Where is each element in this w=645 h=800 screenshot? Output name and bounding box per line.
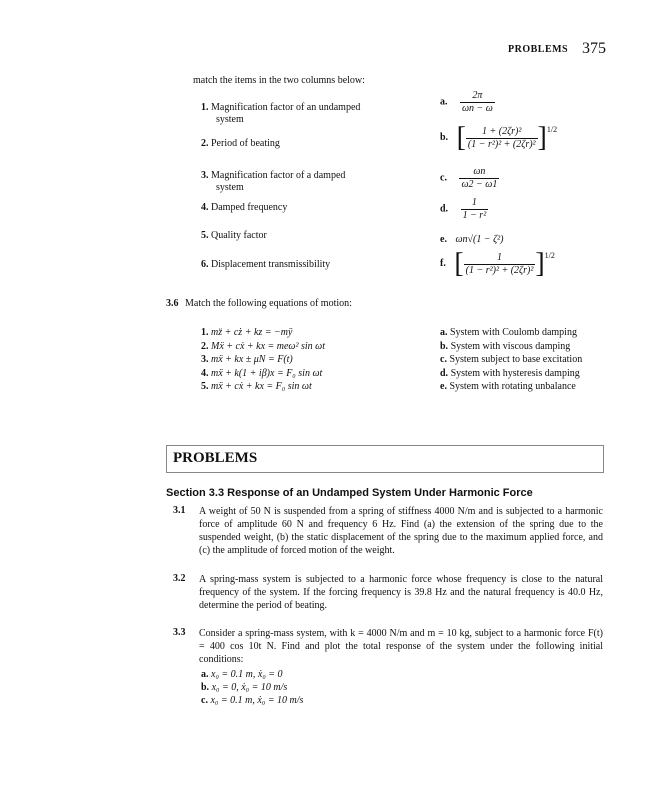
left-item-text: Quality factor bbox=[211, 230, 267, 241]
running-header-title: PROBLEMS bbox=[508, 44, 569, 55]
page-number: 375 bbox=[582, 40, 606, 57]
left-item-text: Damped frequency bbox=[211, 202, 288, 213]
problem-3-2 bbox=[166, 573, 603, 612]
formula-numerator: 1 + (2ζr)² bbox=[466, 126, 538, 139]
formula-c bbox=[459, 166, 499, 191]
formula-denominator: (1 − r²)² + (2ζr)² bbox=[467, 138, 536, 150]
formula-numerator: 1 bbox=[464, 252, 536, 265]
problem-text: Consider a spring-mass system, with k = 4000 N/m and m = 10 kg, subject to a harmonic force F(t) = 400 cos 10t N. Find and plot the total response of the system under the following initial conditions: bbox=[199, 628, 603, 665]
right-item-b bbox=[440, 124, 557, 152]
equation-text: mẍ + cẋ + kx = F₀ sin ωt bbox=[211, 381, 312, 392]
system-list bbox=[440, 326, 582, 394]
condition-label: b. bbox=[201, 682, 210, 693]
system-e bbox=[440, 380, 582, 394]
right-bracket: ] bbox=[535, 248, 545, 279]
problem-number: 3.1 bbox=[173, 505, 186, 516]
left-item-1 bbox=[201, 102, 360, 126]
initial-conditions bbox=[201, 668, 303, 707]
equation-num: 4. bbox=[201, 367, 209, 379]
formula-exponent: 1/2 bbox=[544, 251, 555, 260]
equation-text: mz̈ + cż + kz = −mÿ bbox=[211, 327, 293, 338]
left-item-4 bbox=[201, 202, 287, 214]
problem-3-3 bbox=[166, 627, 603, 666]
equation-text: mẍ + k(1 + iβ)x = F₀ sin ωt bbox=[211, 367, 323, 379]
left-item-text: Magnification factor of an undamped bbox=[211, 102, 361, 113]
formula-denominator: 1 − r² bbox=[462, 210, 487, 221]
system-a bbox=[440, 326, 582, 340]
problems-section-box bbox=[166, 445, 604, 473]
formula-a bbox=[460, 90, 495, 115]
right-item-label: c. bbox=[440, 172, 447, 184]
right-item-e bbox=[440, 234, 503, 246]
equation-1 bbox=[201, 326, 325, 340]
formula-exponent: 1/2 bbox=[546, 125, 558, 134]
equation-text: Mẍ + cẋ + kx = meω² sin ωt bbox=[211, 340, 325, 352]
formula-numerator: ωn bbox=[459, 166, 499, 179]
formula-denominator: (1 − r²)² + (2ζr)² bbox=[465, 264, 534, 276]
right-item-c bbox=[440, 166, 499, 191]
left-item-text: Displacement transmissibility bbox=[211, 259, 331, 270]
match-intro: match the items in the two columns below: bbox=[193, 75, 365, 86]
left-item-num: 5. bbox=[201, 230, 209, 241]
problem-number: 3.3 bbox=[173, 627, 186, 638]
left-item-text-cont: system bbox=[216, 182, 244, 193]
left-item-num: 3. bbox=[201, 170, 209, 181]
equation-5 bbox=[201, 380, 325, 394]
question-number: 3.6 bbox=[166, 298, 179, 309]
left-item-text-cont: system bbox=[216, 114, 244, 125]
right-item-label: b. bbox=[440, 132, 449, 143]
condition-b bbox=[201, 681, 303, 694]
left-item-num: 1. bbox=[201, 102, 209, 113]
equation-list bbox=[201, 326, 325, 394]
system-d bbox=[440, 367, 582, 381]
system-label: a. bbox=[440, 327, 448, 338]
right-item-f bbox=[440, 250, 555, 278]
right-item-d bbox=[440, 197, 488, 222]
section-heading: Section 3.3 Response of an Undamped System Under Harmonic Force bbox=[166, 487, 533, 499]
left-bracket: [ bbox=[456, 122, 466, 153]
left-item-3 bbox=[201, 170, 345, 194]
equation-4 bbox=[201, 367, 325, 381]
condition-label: a. bbox=[201, 669, 209, 680]
formula-numerator: 2π bbox=[460, 90, 495, 103]
condition-a bbox=[201, 668, 303, 681]
condition-text: x₀ = 0, ẋ₀ = 10 m/s bbox=[211, 682, 288, 693]
problem-3-1 bbox=[166, 505, 603, 557]
left-item-2 bbox=[201, 138, 280, 150]
equation-2 bbox=[201, 340, 325, 354]
system-text: System with Coulomb damping bbox=[450, 327, 577, 338]
system-label: c. bbox=[440, 354, 447, 365]
left-item-num: 4. bbox=[201, 202, 209, 213]
system-text: System with hysteresis damping bbox=[450, 367, 580, 379]
system-label: e. bbox=[440, 381, 447, 392]
problem-text: A spring-mass system is subjected to a harmonic force whose frequency is close to the natural frequency of the system. If the forcing frequency is 39.8 Hz and the natural frequency is 40.0 Hz, determine the period of beating. bbox=[199, 574, 603, 611]
problem-number: 3.2 bbox=[173, 573, 186, 584]
formula-d bbox=[461, 197, 489, 222]
left-item-text: Period of beating bbox=[211, 138, 280, 149]
problem-text: A weight of 50 N is suspended from a spring of stiffness 4000 N/m and is subjected to a harmonic force of amplitude 60 N and frequency 6 Hz. Find (a) the extension of the spring due to the suspended weight, (b) the static displacement of the spring due to the maximum applied force, and (c) the amplitude of forced motion of the weight. bbox=[199, 506, 603, 556]
left-item-num: 2. bbox=[201, 138, 209, 149]
problems-section-title: PROBLEMS bbox=[173, 450, 258, 466]
left-item-text: Magnification factor of a damped bbox=[211, 170, 346, 181]
left-item-6 bbox=[201, 259, 330, 271]
condition-text: x₀ = 0.1 m, ẋ₀ = 0 bbox=[211, 669, 283, 680]
right-item-label: a. bbox=[440, 96, 448, 108]
system-label: d. bbox=[440, 367, 449, 379]
system-text: System subject to base excitation bbox=[449, 354, 583, 365]
condition-label: c. bbox=[201, 695, 208, 706]
right-item-label: f. bbox=[440, 258, 446, 269]
system-b bbox=[440, 340, 582, 354]
system-c bbox=[440, 353, 582, 367]
formula-denominator: ω2 − ω1 bbox=[461, 179, 498, 190]
formula-b bbox=[466, 126, 538, 151]
right-item-label: e. bbox=[440, 234, 447, 245]
question-3-6 bbox=[166, 298, 352, 310]
right-item-label: d. bbox=[440, 203, 449, 215]
formula-e: ωn√(1 − ζ²) bbox=[455, 234, 504, 245]
system-text: System with rotating unbalance bbox=[449, 381, 576, 392]
formula-f bbox=[464, 252, 536, 277]
left-item-5 bbox=[201, 230, 267, 242]
condition-text: x₀ = 0.1 m, ẋ₀ = 10 m/s bbox=[210, 695, 304, 706]
system-label: b. bbox=[440, 340, 449, 352]
equation-text: mẍ + kx ± μN = F(t) bbox=[211, 354, 293, 365]
equation-num: 1. bbox=[201, 327, 209, 338]
right-bracket: ] bbox=[537, 122, 547, 153]
equation-num: 3. bbox=[201, 354, 209, 365]
system-text: System with viscous damping bbox=[450, 340, 571, 352]
left-item-num: 6. bbox=[201, 259, 209, 270]
formula-denominator: ωn − ω bbox=[462, 103, 493, 114]
equation-num: 2. bbox=[201, 340, 209, 352]
left-bracket: [ bbox=[454, 248, 464, 279]
right-item-a bbox=[440, 90, 495, 115]
formula-numerator: 1 bbox=[461, 197, 489, 210]
equation-num: 5. bbox=[201, 381, 209, 392]
question-text: Match the following equations of motion: bbox=[185, 298, 352, 309]
condition-c bbox=[201, 694, 303, 707]
equation-3 bbox=[201, 353, 325, 367]
